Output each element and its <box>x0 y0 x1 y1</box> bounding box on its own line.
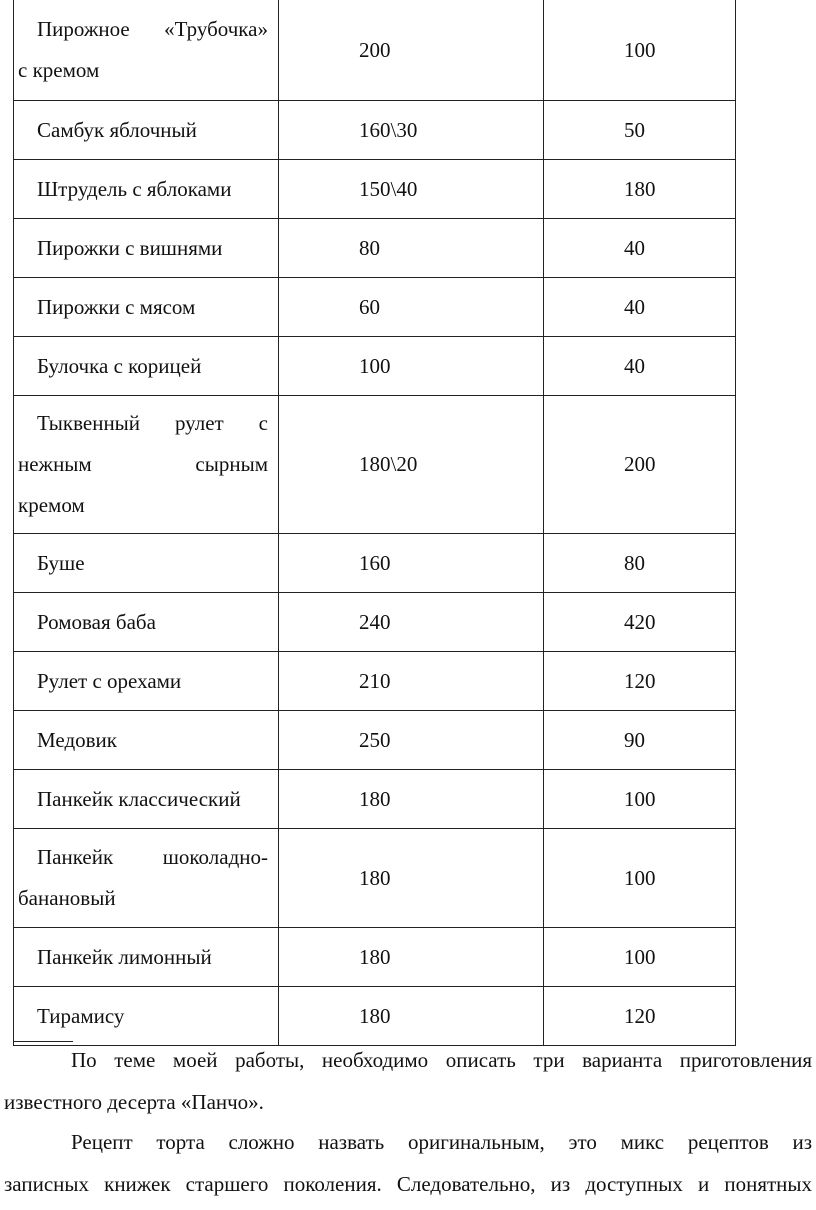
weight-cell <box>279 0 544 101</box>
price-value: 90 <box>624 727 645 752</box>
table-row <box>14 829 736 928</box>
weight-cell <box>279 534 544 593</box>
price-cell <box>544 396 736 534</box>
dessert-name-line: банановый <box>18 886 116 910</box>
dessert-name-cell <box>14 534 279 593</box>
dessert-name: Булочка с корицей <box>37 353 202 378</box>
price-value: 40 <box>624 235 645 260</box>
paragraph-line: Рецепт торта сложно назвать оригинальным, это микс рецептов из <box>71 1130 812 1154</box>
paragraph-panco-intro <box>4 1039 812 1123</box>
table-row <box>14 0 736 101</box>
dessert-name-line: с кремом <box>18 58 100 82</box>
price-value: 100 <box>624 865 656 890</box>
weight-cell <box>279 711 544 770</box>
dessert-name-cell <box>14 219 279 278</box>
dessert-name: Пирожки с вишнями <box>37 235 223 260</box>
weight-value: 250 <box>359 727 391 752</box>
dessert-name-cell <box>14 0 279 101</box>
table-row <box>14 337 736 396</box>
weight-cell <box>279 987 544 1046</box>
paragraph-recipe-origin <box>4 1121 812 1205</box>
dessert-name: Ромовая баба <box>37 609 156 634</box>
dessert-name <box>14 403 278 526</box>
table-row <box>14 711 736 770</box>
dessert-name: Самбук яблочный <box>37 117 197 142</box>
dessert-name: Рулет с орехами <box>37 668 182 693</box>
weight-cell <box>279 652 544 711</box>
dessert-name-cell <box>14 652 279 711</box>
dessert-name-cell <box>14 593 279 652</box>
weight-cell <box>279 160 544 219</box>
table-row <box>14 219 736 278</box>
dessert-name-cell <box>14 337 279 396</box>
dessert-name <box>14 9 278 91</box>
price-cell <box>544 928 736 987</box>
dessert-name-cell <box>14 711 279 770</box>
table-row <box>14 593 736 652</box>
dessert-name-cell <box>14 928 279 987</box>
weight-cell <box>279 396 544 534</box>
price-cell <box>544 219 736 278</box>
weight-cell <box>279 101 544 160</box>
price-cell <box>544 829 736 928</box>
table-row <box>14 770 736 829</box>
dessert-name-line: Пирожное «Трубочка» <box>37 17 268 41</box>
weight-cell <box>279 219 544 278</box>
dessert-name-line: Панкейк шоколадно- <box>37 845 268 869</box>
weight-value: 180 <box>359 786 391 811</box>
weight-cell <box>279 770 544 829</box>
price-cell <box>544 0 736 101</box>
price-cell <box>544 593 736 652</box>
table-row <box>14 160 736 219</box>
weight-value: 80 <box>359 235 380 260</box>
price-cell <box>544 160 736 219</box>
dessert-name-cell <box>14 160 279 219</box>
price-value: 40 <box>624 294 645 319</box>
dessert-name <box>14 837 278 919</box>
table-row <box>14 652 736 711</box>
weight-value: 160\30 <box>359 117 418 142</box>
weight-value: 240 <box>359 609 391 634</box>
weight-value: 210 <box>359 668 391 693</box>
paragraph-line: известного десерта «Панчо». <box>4 1090 264 1114</box>
table-row <box>14 396 736 534</box>
dessert-name: Панкейк классический <box>37 786 241 811</box>
dessert-name: Штрудель с яблоками <box>37 176 232 201</box>
dessert-menu-table <box>13 0 736 1046</box>
paragraph-line: записных книжек старшего поколения. Следовательно, из доступных и понятных <box>4 1172 812 1196</box>
weight-value: 100 <box>359 353 391 378</box>
price-value: 100 <box>624 37 656 62</box>
price-cell <box>544 770 736 829</box>
dessert-name-line: нежным сырным <box>18 452 268 476</box>
dessert-name-line: кремом <box>18 493 85 517</box>
dessert-name: Тирамису <box>37 1003 125 1028</box>
price-value: 180 <box>624 176 656 201</box>
price-cell <box>544 337 736 396</box>
weight-value: 180 <box>359 865 391 890</box>
dessert-name-cell <box>14 770 279 829</box>
price-value: 50 <box>624 117 645 142</box>
price-value: 40 <box>624 353 645 378</box>
weight-cell <box>279 829 544 928</box>
weight-cell <box>279 337 544 396</box>
dessert-name-cell <box>14 987 279 1046</box>
weight-value: 160 <box>359 550 391 575</box>
dessert-name: Пирожки с мясом <box>37 294 196 319</box>
price-cell <box>544 987 736 1046</box>
price-value: 200 <box>624 452 656 476</box>
dessert-name: Буше <box>37 550 85 575</box>
menu-table-body <box>14 0 736 1046</box>
price-value: 100 <box>624 786 656 811</box>
dessert-name: Медовик <box>37 727 117 752</box>
price-cell <box>544 711 736 770</box>
dessert-name-cell <box>14 278 279 337</box>
weight-value: 180 <box>359 1003 391 1028</box>
table-row <box>14 928 736 987</box>
price-cell <box>544 534 736 593</box>
weight-cell <box>279 278 544 337</box>
price-value: 120 <box>624 1003 656 1028</box>
dessert-name-cell <box>14 829 279 928</box>
weight-value: 200 <box>359 37 391 62</box>
price-value: 80 <box>624 550 645 575</box>
weight-cell <box>279 928 544 987</box>
table-row <box>14 987 736 1046</box>
table-row <box>14 101 736 160</box>
price-cell <box>544 101 736 160</box>
table-row <box>14 534 736 593</box>
price-value: 420 <box>624 609 656 634</box>
weight-cell <box>279 593 544 652</box>
dessert-name-cell <box>14 396 279 534</box>
weight-value: 180\20 <box>359 452 418 476</box>
dessert-name-line: Тыквенный рулет с <box>37 411 268 435</box>
weight-value: 150\40 <box>359 176 418 201</box>
price-value: 120 <box>624 668 656 693</box>
price-cell <box>544 278 736 337</box>
weight-value: 60 <box>359 294 380 319</box>
paragraph-line: По теме моей работы, необходимо описать три варианта приготовления <box>71 1048 812 1072</box>
price-value: 100 <box>624 944 656 969</box>
dessert-name: Панкейк лимонный <box>37 944 212 969</box>
dessert-name-cell <box>14 101 279 160</box>
table-row <box>14 278 736 337</box>
weight-value: 180 <box>359 944 391 969</box>
price-cell <box>544 652 736 711</box>
